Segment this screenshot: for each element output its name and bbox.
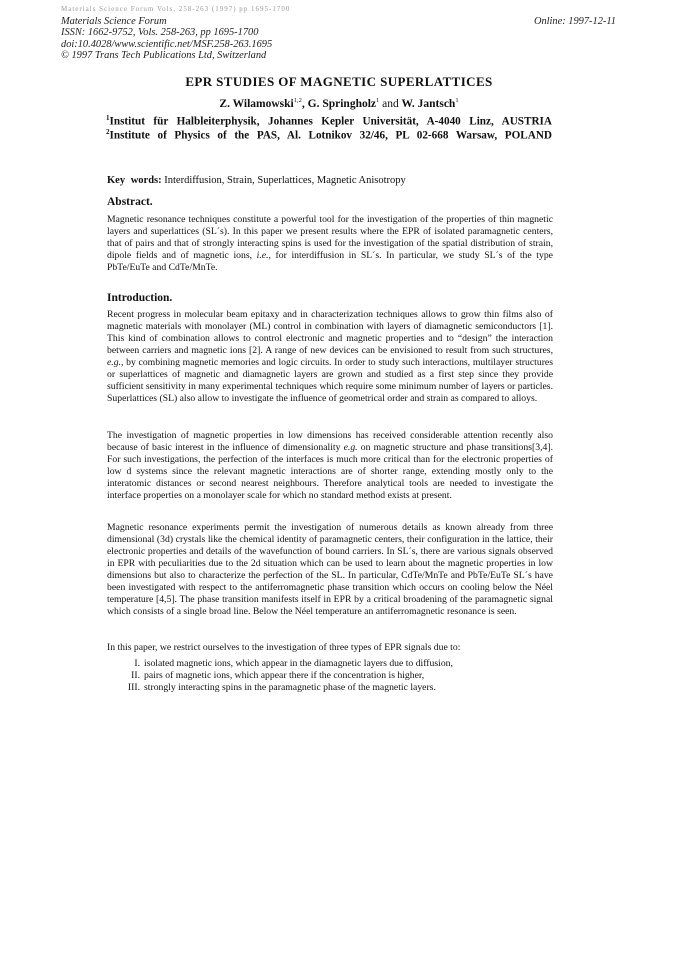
epr-signal-list [107, 658, 553, 694]
author-line [0, 97, 678, 110]
intro-p2-part-b: on magnetic structure and phase transitions[3,4]. For such investigations, the perfection of the interfaces is much more critical than for the electronic properties of low d systems since the relevant magnetic interactions are of shorter range, extending mostly only to the interatomic distances or second nearest neighbours. Therefore analytical tools are needed to investigate the interface properties on a monolayer scale for which no standard method exists at present. [107, 442, 553, 501]
journal-name: Materials Science Forum [61, 16, 167, 27]
keywords-text: Interdiffusion, Strain, Superlattices, Magnetic Anisotropy [164, 175, 406, 186]
copyright-line: © 1997 Trans Tech Publications Ltd, Switzerland [61, 50, 267, 62]
abstract-text-part-b: for interdiffusion in SL´s. In particular, we study SL´s of the type PbTe/EuTe and CdTe/MnTe. [107, 250, 553, 273]
list-item-text: strongly interacting spins in the paramagnetic phase of the magnetic layers. [144, 682, 436, 693]
intro-paragraph-2 [107, 430, 553, 502]
author-3-affil: 1 [455, 97, 459, 104]
author-1-affil: 1,2 [293, 97, 302, 104]
publication-info [61, 16, 272, 62]
list-item [107, 658, 553, 670]
affiliation-2-num: 2 [106, 128, 110, 136]
author-3: W. Jantsch [401, 97, 456, 110]
affiliation-2-text: Institute of Physics of the PAS, Al. Lotnikov 32/46, PL 02-668 Warsaw, POLAND [109, 129, 552, 142]
abstract-text [107, 214, 553, 274]
list-item-text: pairs of magnetic ions, which appear there if the concentration is higher, [144, 670, 425, 681]
intro-paragraph-4: In this paper, we restrict ourselves to the investigation of three types of EPR signals due to: [107, 642, 461, 653]
intro-p2-eg: e.g. [343, 442, 358, 453]
online-date: Online: 1997-12-11 [533, 16, 616, 27]
intro-p2-part-a: The investigation of magnetic properties in low dimensions has received considerable attention recently also because of basic interest in the influence of dimensionality [107, 430, 553, 453]
intro-p1-part-b: by combining magnetic memories and logic circuits. In order to study such interactions, multilayer structures or superlattices of magnetic and diamagnetic layers are grown and studied as a first step since they provide sufficient sensitivity in many experimental techniques which require some minimum number of layers or particles. Superlattices (SL) also allow to investigate the influence of geometrical order and strain as compared to alloys. [107, 357, 553, 404]
keywords [107, 175, 406, 186]
intro-paragraph-1 [107, 309, 553, 405]
affiliation-2 [106, 128, 552, 142]
abstract-heading: Abstract. [107, 196, 153, 208]
faint-header-line: Materials Science Forum Vols. 258-263 (1997) pp 1695-1700 [61, 5, 291, 13]
introduction-heading: Introduction. [107, 292, 173, 304]
issn-line: ISSN: 1662-9752, Vols. 258-263, pp 1695-1700 [61, 27, 259, 39]
author-separator: , [301, 97, 305, 110]
author-2-affil: 1 [376, 97, 380, 104]
paper-title: EPR STUDIES OF MAGNETIC SUPERLATTICES [185, 74, 493, 89]
abstract-text-part-a: Magnetic resonance techniques constitute a powerful tool for the investigation of the properties of thin magnetic layers and superlattices (SL´s). In this paper we present results where the EPR of isolated paramagnetic centers, that of pairs and that of strongly interacting spins is used for the investigation of the spatial distribution of strain, dipole fields and of magnetic ions, [107, 214, 553, 261]
list-item [107, 682, 553, 694]
affiliation-1 [106, 114, 552, 128]
affiliation-1-text: Institut für Halbleiterphysik, Johannes Kepler Universität, A-4040 Linz, AUSTRIA [109, 115, 552, 128]
abstract-ie: i.e., [256, 250, 271, 261]
affiliation-1-num: 1 [106, 114, 110, 122]
list-item-num: I. [134, 658, 140, 669]
author-and: and [382, 97, 399, 110]
author-1: Z. Wilamowski [219, 97, 294, 110]
intro-paragraph-3: Magnetic resonance experiments permit the investigation of numerous details as known already from three dimensional (3d) crystals like the chemical identity of paramagnetic centers, their configuration in the lattice, their electronic properties and details of the wavefunction of bound carriers. In SL´s, there are various signals observed in EPR with peculiarities due to the 2d situation which can be used to learn about the magnetic properties in low dimensions but also to characterize the perfection of the SL. In particular, CdTe/MnTe and PbTe/EuTe SL´s have been investigated with respect to the antiferromagnetic phase transition which occurs on cooling below the Néel temperature [4,5]. The phase transition manifests itself in EPR by a critical broadening of the paramagnetic signal which consists of a single broad line. Below the Néel temperature an antiferromagnetic resonance is seen. [107, 522, 553, 617]
intro-p1-eg: e.g., [107, 357, 124, 368]
keywords-label: Key words: [107, 175, 162, 186]
author-2: G. Springholz [307, 97, 377, 110]
doi-line: doi:10.4028/www.scientific.net/MSF.258-263.1695 [61, 38, 273, 50]
list-item [107, 670, 553, 682]
list-item-text: isolated magnetic ions, which appear in the diamagnetic layers due to diffusion, [144, 658, 453, 669]
list-item-num: III. [127, 682, 140, 693]
list-item-num: II. [131, 670, 140, 681]
intro-p1-part-a: Recent progress in molecular beam epitaxy and in characterization techniques allows to grow thin films also of magnetic materials with monolayer (ML) control in combination with layers of diamagnetic semiconductors [1]. This kind of combination allows to control electronic and magnetic properties and to “design” the interaction between carriers and magnetic ions [2]. A range of new devices can be envisioned to result from such structures, [107, 309, 553, 356]
